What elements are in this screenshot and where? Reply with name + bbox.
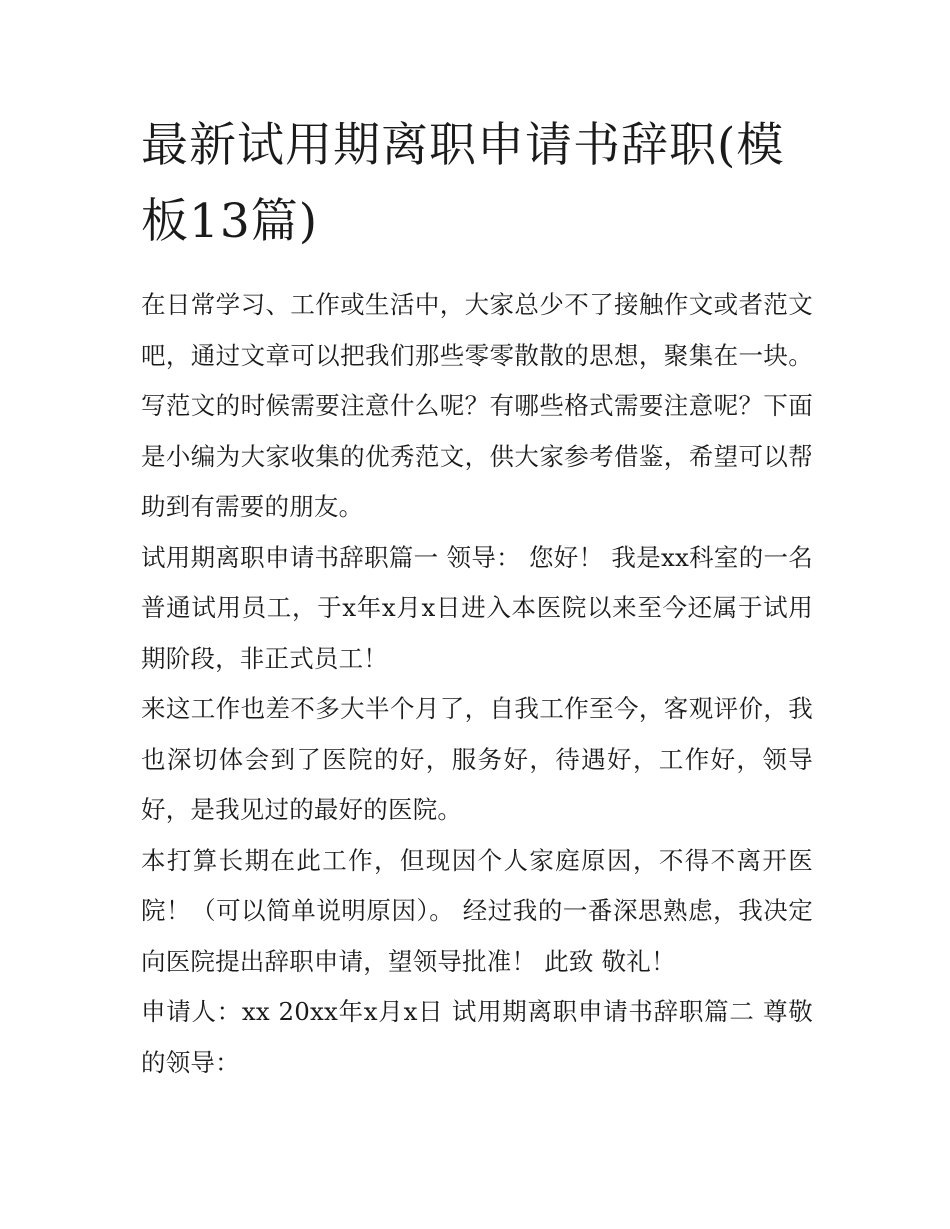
letter-opening-paragraph: 试用期离职申请书辞职篇一 领导： 您好！ 我是xx科室的一名普通试用员工，于x年x月x日进入本医院以来至今还属于试用期阶段，非正式员工！	[141, 542, 813, 673]
letter-resignation-paragraph: 本打算长期在此工作，但现因个人家庭原因，不得不离开医院！（可以简单说明原因）。 经过我的一番深思熟虑，我决定向医院提出辞职申请，望领导批准！ 此致 敬礼！	[141, 845, 813, 976]
letter-signature-paragraph: 申请人：xx 20xx年x月x日 试用期离职申请书辞职篇二 尊敬的领导：	[141, 997, 813, 1077]
document-title: 最新试用期离职申请书辞职(模板13篇)	[141, 118, 785, 249]
intro-paragraph: 在日常学习、工作或生活中，大家总少不了接触作文或者范文吧，通过文章可以把我们那些零零散散的思想，聚集在一块。写范文的时候需要注意什么呢？有哪些格式需要注意呢？下面是小编为大家收集的优秀范文，供大家参考借鉴，希望可以帮助到有需要的朋友。	[141, 290, 813, 521]
document-body	[141, 108, 813, 1088]
letter-evaluation-paragraph: 来这工作也差不多大半个月了，自我工作至今，客观评价，我也深切体会到了医院的好，服务好，待遇好，工作好，领导好，是我见过的最好的医院。	[141, 694, 813, 824]
